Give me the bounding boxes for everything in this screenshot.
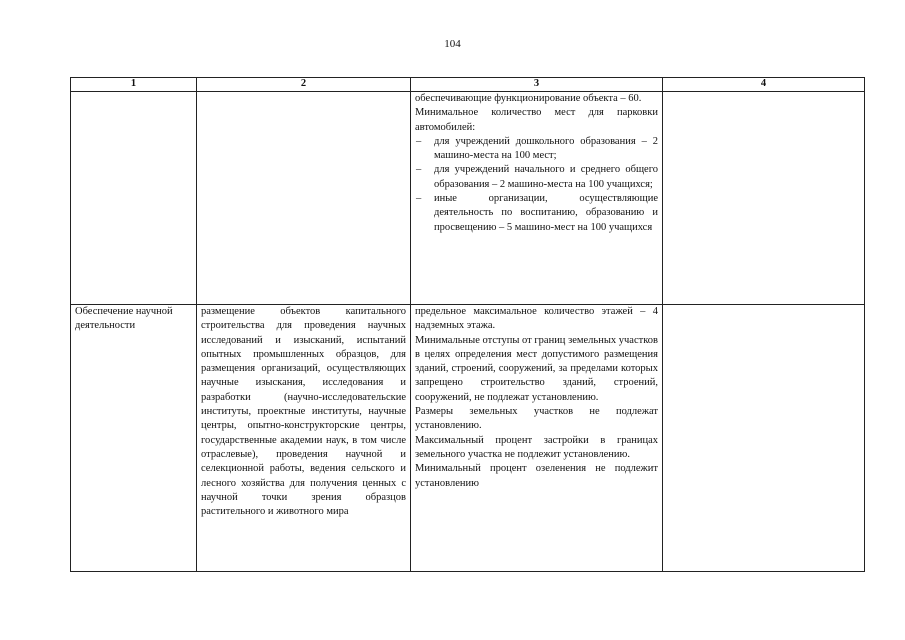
activity-description: размещение объектов капитального строительства для проведения научных исследований и изысканий, испытаний опытных промышленных образцов, для размещения организаций, осуществляющих научные изыскания, исследования и разработки (научно-исследовательские институты, проектные институты, научные центры, опытно-конструкторские центры, государственные академии наук, в том числе отраслевые), проведения научной и селекционной работы, ведения сельского и лесного хозяйства для получения ценных с научной точки зрения образцов растительного и животного мира xyxy=(201,306,406,518)
parameter-paragraph: предельное максимальное количество этажей – 4 надземных этажа. xyxy=(415,306,658,332)
column-header-2: 2 xyxy=(197,78,411,92)
list-item: – для учреждений дошкольного образования – 2 машино-места на 100 мест; xyxy=(415,135,658,164)
table-row xyxy=(71,92,865,305)
row1-activity-cell xyxy=(71,92,197,305)
row1-notes-cell xyxy=(663,92,865,305)
parameter-paragraph: Размеры земельных участков не подлежат установлению. xyxy=(415,406,658,432)
table-header-row xyxy=(71,78,865,92)
regulations-table xyxy=(70,77,865,572)
row1-description-cell xyxy=(197,92,411,305)
column-header-3: 3 xyxy=(411,78,663,92)
row1-parameters-cell xyxy=(411,92,663,305)
activity-name: Обеспечение научной деятельности xyxy=(75,306,173,332)
parameter-paragraph: обеспечивающие функционирование объекта – 60. xyxy=(415,93,642,104)
parameter-paragraph: Минимальные отступы от границ земельных участков в целях определения мест допустимого размещения зданий, строений, сооружений, за пределами которых запрещено строительство зданий, строений, сооружений, не подлежат установлению. xyxy=(415,334,658,403)
page-number: 104 xyxy=(444,38,461,50)
row2-parameters-cell xyxy=(411,305,663,572)
table-row xyxy=(71,305,865,572)
row2-activity-cell xyxy=(71,305,197,572)
column-header-4: 4 xyxy=(663,78,865,92)
row2-notes-cell xyxy=(663,305,865,572)
parking-list xyxy=(415,135,658,235)
list-item: – для учреждений начального и среднего общего образования – 2 машино-места на 100 учащихся; xyxy=(415,163,658,192)
parameter-paragraph: Минимальное количество мест для парковки автомобилей: xyxy=(415,107,658,133)
list-item: – иные организации, осуществляющие деятельность по воспитанию, образованию и просвещению – 5 машино-мест на 100 учащихся xyxy=(415,192,658,235)
column-header-1: 1 xyxy=(71,78,197,92)
parameter-paragraph: Минимальный процент озеленения не подлежит установлению xyxy=(415,463,658,489)
parameter-paragraph: Максимальный процент застройки в границах земельного участка не подлежит установлению. xyxy=(415,434,658,460)
row2-description-cell xyxy=(197,305,411,572)
